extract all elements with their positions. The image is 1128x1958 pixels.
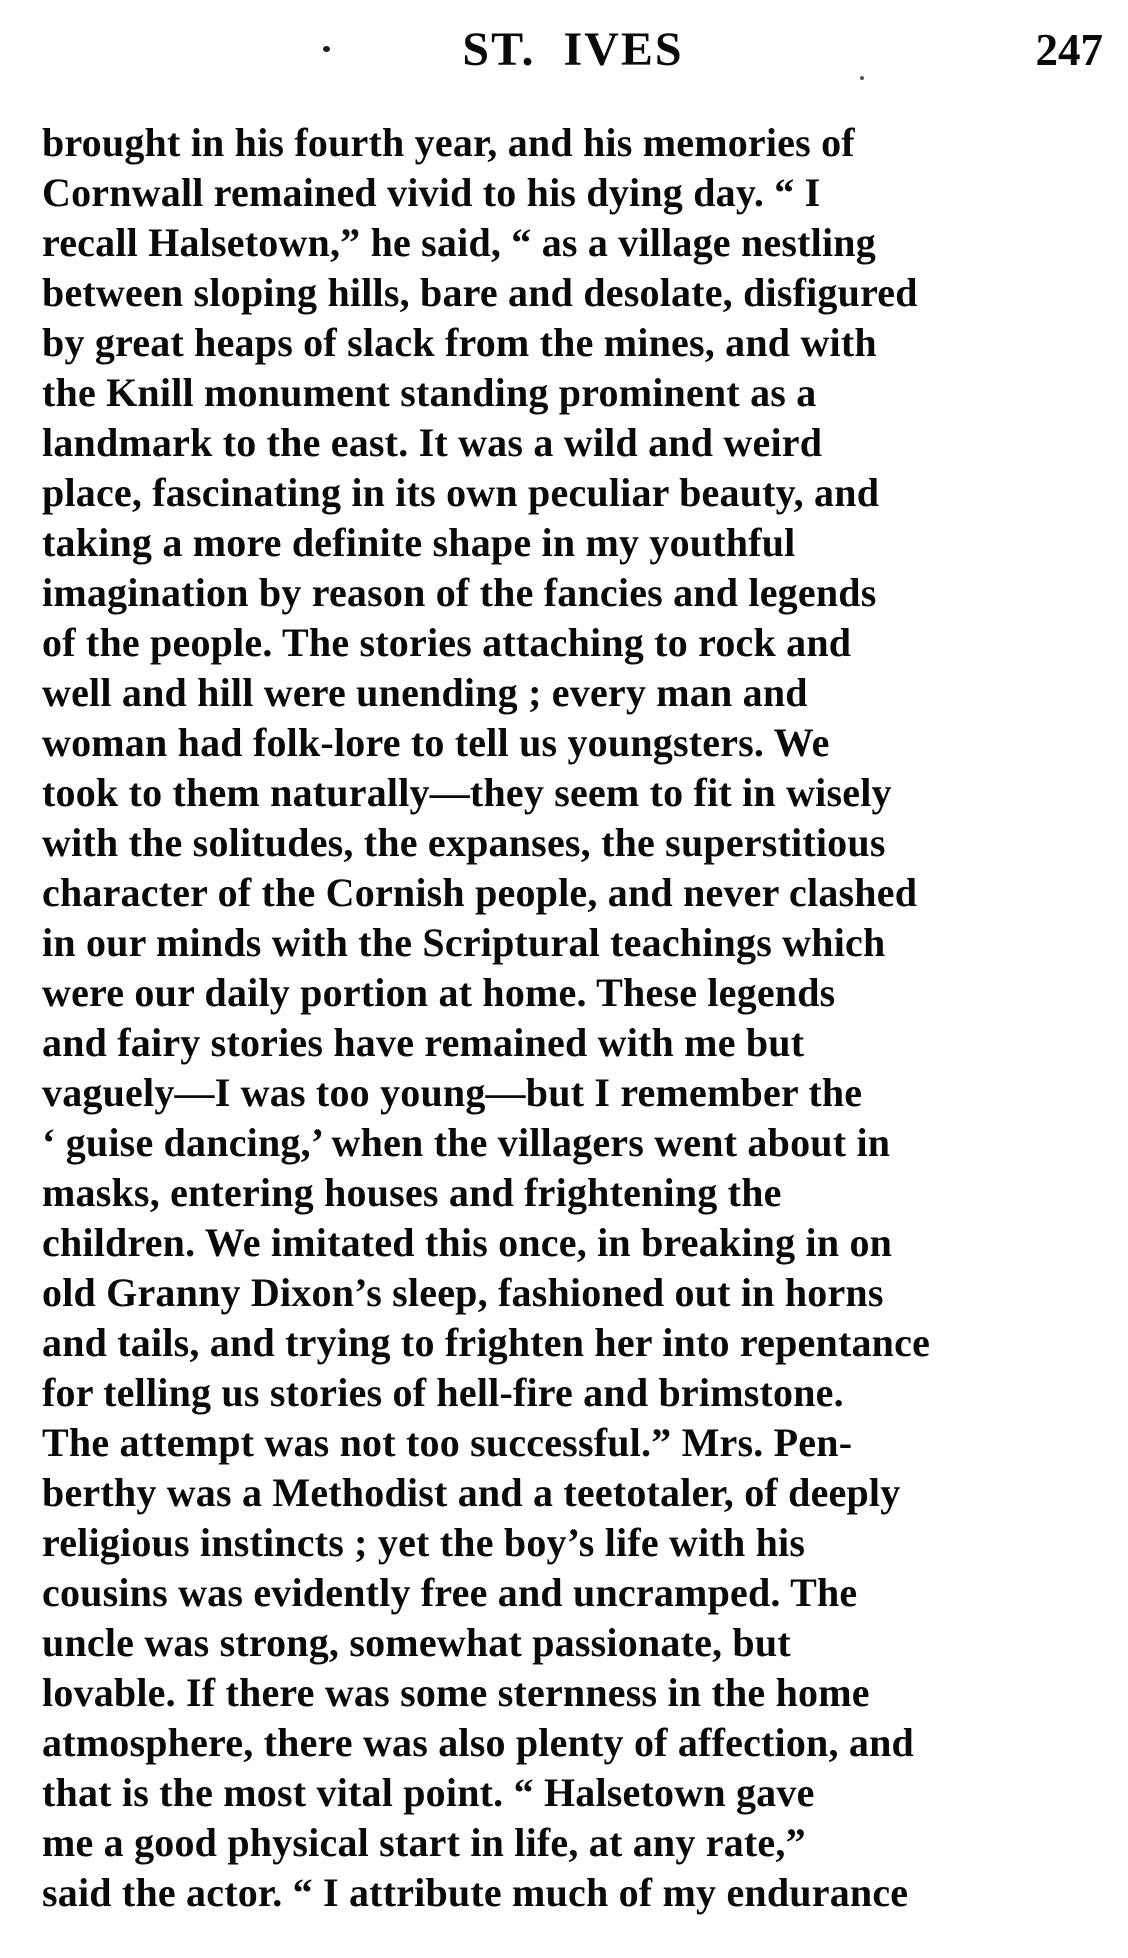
text-line: well and hill were unending ; every man and (42, 670, 808, 715)
text-line: place, fascinating in its own peculiar beauty, and (42, 470, 880, 515)
text-line: uncle was strong, somewhat passionate, but (42, 1620, 791, 1665)
page-number: 247 (1035, 25, 1103, 75)
text-line: recall Halsetown,” he said, “ as a village nestling (42, 220, 876, 265)
text-line: children. We imitated this once, in breaking in on (42, 1220, 893, 1265)
text-line: cousins was evidently free and uncramped. The (42, 1570, 858, 1615)
text-line: and tails, and trying to frighten her into repentance (42, 1320, 931, 1365)
text-line: that is the most vital point. “ Halsetown gave (42, 1770, 815, 1815)
text-line: and fairy stories have remained with me but (42, 1020, 805, 1065)
text-line: between sloping hills, bare and desolate, disfigured (42, 270, 918, 315)
running-title: ST. IVES (462, 23, 684, 76)
text-line: me a good physical start in life, at any rate,” (42, 1820, 806, 1865)
text-line: by great heaps of slack from the mines, and with (42, 320, 877, 365)
text-line: ‘ guise dancing,’ when the villagers went about in (42, 1120, 891, 1165)
text-line: imagination by reason of the fancies and legends (42, 570, 877, 615)
text-line: of the people. The stories attaching to rock and (42, 620, 852, 665)
text-line: were our daily portion at home. These legends (42, 970, 836, 1015)
text-line: landmark to the east. It was a wild and weird (42, 420, 823, 465)
text-line: the Knill monument standing prominent as a (42, 370, 817, 415)
text-line: woman had folk-lore to tell us youngsters. We (42, 720, 830, 765)
text-line: with the solitudes, the expanses, the superstitious (42, 820, 886, 865)
text-line: brought in his fourth year, and his memories of (42, 120, 855, 165)
text-line: for telling us stories of hell-fire and brimstone. (42, 1370, 844, 1415)
page-body (42, 118, 1094, 1918)
text-line: vaguely—I was too young—but I remember the (42, 1070, 863, 1115)
scan-speck (860, 76, 864, 80)
text-line: religious instincts ; yet the boy’s life with his (42, 1520, 806, 1565)
text-line: said the actor. “ I attribute much of my endurance (42, 1870, 909, 1915)
text-line: Cornwall remained vivid to his dying day. “ I (42, 170, 821, 215)
text-line: lovable. If there was some sternness in the home (42, 1670, 870, 1715)
scan-speck (323, 46, 330, 52)
text-line: berthy was a Methodist and a teetotaler, of deeply (42, 1470, 901, 1515)
text-line: character of the Cornish people, and never clashed (42, 870, 918, 915)
text-line: masks, entering houses and frightening the (42, 1170, 782, 1215)
page-header (0, 22, 1128, 84)
text-line: took to them naturally—they seem to fit in wisely (42, 770, 892, 815)
text-line: atmosphere, there was also plenty of affection, and (42, 1720, 914, 1765)
text-line: taking a more definite shape in my youthful (42, 520, 796, 565)
text-line: old Granny Dixon’s sleep, fashioned out in horns (42, 1270, 884, 1315)
text-line: The attempt was not too successful.” Mrs. Pen- (42, 1420, 853, 1465)
text-line: in our minds with the Scriptural teachings which (42, 920, 886, 965)
